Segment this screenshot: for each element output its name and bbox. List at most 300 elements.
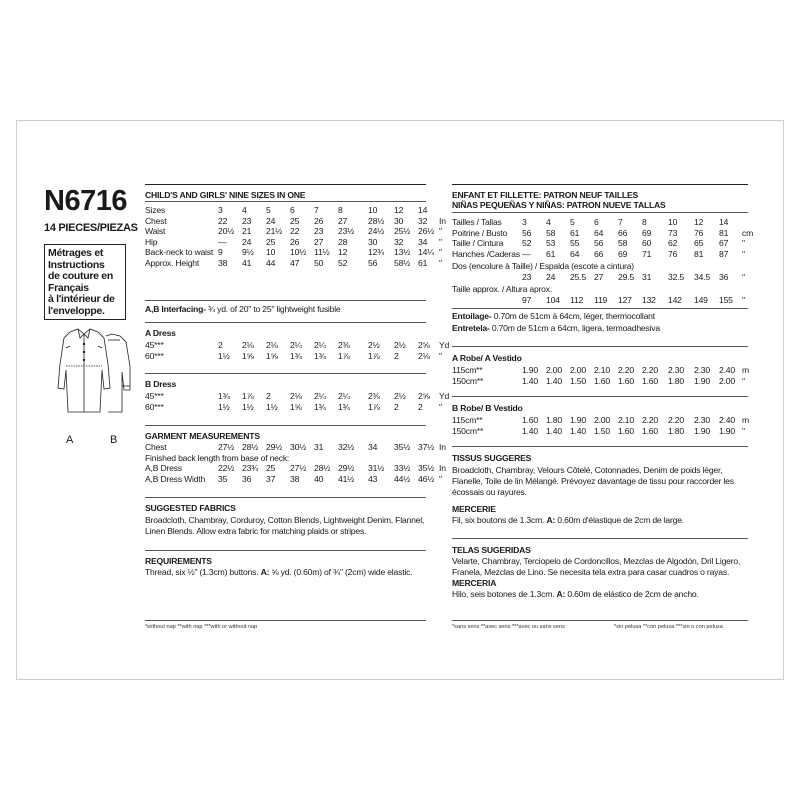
table-cell: 5 [266, 205, 271, 215]
table-cell: " [742, 238, 745, 249]
row-label: Waist [145, 226, 166, 237]
table-cell: 2.00 [546, 365, 562, 375]
table-cell: 22½ [218, 463, 235, 474]
table-cell: 25.5 [570, 272, 586, 282]
table-cell: 71 [642, 248, 652, 259]
tissus-text: Broadcloth, Chambray, Velours Côtelé, Cotonnades, Denim de poids léger, Flanelle, Toile de lin Mélangé. Prévoyez davantage de tissu pour raccorder les écossais ou rayures. [452, 465, 734, 497]
table-cell: 20½ [218, 226, 235, 237]
table-cell: 9½ [242, 247, 254, 258]
table-cell: 2¼ [290, 340, 302, 350]
interfacing-line [145, 304, 341, 315]
notice-line: à l'intérieur de [48, 293, 115, 305]
french-instructions-notice [44, 244, 126, 320]
table-cell: 27 [314, 236, 324, 247]
table-cell: 1⅞ [338, 350, 350, 361]
table-row [145, 340, 451, 351]
row-label: 45*** [145, 391, 164, 401]
table-cell: 1.40 [546, 425, 562, 436]
table-cell: 2¼ [314, 391, 326, 401]
row-label: 115cm** [452, 415, 483, 425]
table-row [145, 247, 451, 258]
table-cell: 14¼ [418, 247, 435, 258]
row-label: Chest [145, 442, 167, 452]
table-cell: 10½ [290, 247, 307, 258]
table-cell: m [742, 415, 749, 425]
table-cell: " [742, 375, 745, 386]
table-cell: 31½ [368, 463, 385, 474]
table-cell: cm [742, 227, 754, 238]
table-cell: 29.5 [618, 272, 634, 282]
table-cell: 25 [266, 236, 276, 247]
table-cell: 2 [218, 340, 223, 350]
table-cell: 4 [546, 217, 551, 227]
table-cell: 6 [290, 205, 295, 215]
table-cell: 23 [242, 215, 252, 226]
table-cell: 35 [218, 473, 228, 484]
table-cell: 12 [394, 205, 404, 215]
table-cell: 29½ [338, 463, 355, 474]
mercerie-part: 0.60m d'élastique de 2cm de large. [555, 515, 684, 525]
table-cell: 2⅛ [418, 350, 430, 361]
table-cell: 50 [314, 257, 324, 268]
section-rule [145, 425, 426, 426]
table-cell: 28½ [242, 442, 259, 452]
table-cell: 28½ [314, 463, 331, 474]
table-cell: 2.30 [694, 365, 710, 375]
table-cell: 1.60 [642, 375, 658, 386]
table-cell: 1.80 [668, 375, 684, 386]
row-label: A,B Dress [145, 463, 182, 474]
table-cell: 25½ [394, 226, 411, 237]
table-row [452, 238, 754, 249]
entretela-text: 0.70m de 51cm a 64cm, ligera, termoadhesiva [489, 323, 660, 333]
table-cell: 25 [290, 215, 300, 226]
table-row [145, 402, 451, 413]
table-cell: 31 [642, 272, 652, 282]
row-label: 60*** [145, 401, 164, 412]
row-label: Hanches /Caderas [452, 248, 520, 259]
table-cell: 2.00 [594, 415, 610, 425]
table-cell: 29½ [266, 442, 283, 452]
table-cell: 30½ [290, 442, 307, 452]
table-cell: 32 [418, 215, 428, 226]
requirements-text [145, 567, 445, 578]
table-cell: 23¾ [242, 463, 259, 474]
table-cell: 2.30 [694, 415, 710, 425]
table-cell: 26½ [418, 226, 435, 237]
back-length-row [452, 272, 754, 283]
table-cell: " [742, 272, 745, 282]
table-cell: 64 [570, 248, 580, 259]
table-row [145, 391, 451, 402]
section-rule [145, 184, 426, 185]
table-cell: 32½ [338, 442, 355, 452]
table-cell: m [742, 365, 749, 375]
table-cell: 27 [338, 215, 348, 226]
pattern-number: N6716 [44, 185, 127, 217]
table-cell: " [742, 295, 745, 305]
table-cell: 66 [618, 227, 628, 238]
table-cell: 2¼ [314, 340, 326, 350]
table-cell: 10 [266, 247, 276, 258]
table-cell [439, 205, 451, 216]
table-cell: In [439, 463, 446, 474]
merceria-title: MERCERIA [452, 578, 497, 588]
table-cell: 1.90 [719, 425, 735, 436]
merceria-part: 0.60m de elástico de 2cm de ancho. [565, 589, 699, 599]
table-cell: 33½ [394, 463, 411, 474]
table-cell: 81 [694, 248, 704, 259]
section-rule [145, 550, 426, 551]
tissus-title: TISSUS SUGGERES [452, 453, 532, 463]
table-cell: 1.90 [570, 415, 586, 425]
pieces-count: 14 PIECES/PIEZAS [44, 222, 138, 234]
table-cell: 22 [290, 226, 300, 237]
table-cell: 1.90 [694, 375, 710, 386]
table-cell: 64 [594, 227, 604, 238]
technical-drawing-views [50, 326, 134, 446]
table-cell: 2.10 [618, 415, 634, 425]
table-cell: 2⅝ [418, 391, 430, 401]
table-row [145, 453, 451, 464]
table-cell: 44½ [394, 473, 411, 484]
table-cell: 47 [290, 257, 300, 268]
table-cell: 38 [290, 473, 300, 484]
table-cell: " [439, 350, 442, 361]
table-cell: 1¾ [314, 350, 326, 361]
table-cell: In [439, 215, 446, 226]
table-cell: " [439, 236, 442, 247]
table-cell: 34 [368, 442, 378, 452]
height-label: Taille approx. / Altura aprox. [452, 284, 553, 294]
table-cell: 35½ [394, 442, 411, 452]
table-row [452, 365, 754, 376]
table-cell: 2 [266, 391, 271, 401]
table-cell: 2.20 [618, 365, 634, 375]
table-cell: 2⅝ [418, 340, 430, 350]
table-cell: 31 [314, 442, 324, 452]
table-cell: 1.40 [570, 425, 586, 436]
requirements-part: ⅝ yd. (0.60m) of ¾" (2cm) wide elastic. [269, 567, 413, 577]
section-rule [452, 346, 748, 347]
table-cell: 27 [594, 272, 604, 282]
table-cell: 1⅞ [368, 401, 380, 412]
table-cell: 46½ [418, 473, 435, 484]
merceria-text [452, 589, 752, 600]
table-row [452, 249, 754, 260]
table-cell: " [439, 473, 442, 484]
row-label: 45*** [145, 340, 164, 350]
table-row [145, 474, 451, 485]
table-cell: 2.40 [719, 365, 735, 375]
view-label-b: B [110, 434, 118, 446]
table-cell: 2½ [368, 340, 380, 350]
table-cell: 1.50 [594, 425, 610, 436]
b-robe-metrage [452, 415, 754, 436]
table-cell: 81 [719, 227, 729, 238]
table-cell: 30 [394, 215, 404, 226]
table-row [145, 226, 451, 237]
section-rule [452, 184, 748, 185]
garment-measurements-title: GARMENT MEASUREMENTS [145, 431, 260, 441]
table-cell: 1.90 [522, 365, 538, 375]
section-rule [145, 497, 426, 498]
table-cell: 2.20 [668, 415, 684, 425]
table-cell: 2⅛ [242, 340, 254, 350]
b-dress-title: B Dress [145, 379, 177, 389]
table-cell: 21½ [266, 226, 283, 237]
table-cell: 24 [266, 215, 276, 226]
section-rule [145, 300, 426, 301]
a-robe-title: A Robe/ A Vestido [452, 353, 522, 363]
suggested-fabrics-text: Broadcloth, Chambray, Corduroy, Cotton Blends, Lightweight Denim, Flannel, Linen Blends. Allow extra fabric for matching plaids or stripes. [145, 515, 425, 536]
table-cell: 58½ [394, 257, 411, 268]
row-label: Back-neck to waist [145, 247, 214, 258]
table-row [452, 272, 754, 283]
table-cell: 1.80 [546, 415, 562, 425]
table-cell: 12 [338, 247, 348, 258]
table-cell: 2⅛ [266, 340, 278, 350]
table-cell: 14 [719, 217, 729, 227]
merceria-part: Hilo, seis botones de 1.3cm. [452, 589, 557, 599]
table-cell: 28 [338, 236, 348, 247]
table-cell: 37½ [418, 442, 435, 452]
merceria-view-label: A: [556, 589, 566, 599]
b-dress-yardage [145, 391, 451, 412]
table-cell: 1.40 [522, 375, 538, 386]
table-cell: Yd [439, 391, 450, 401]
table-cell: 127 [618, 295, 632, 305]
table-cell: 56 [368, 257, 378, 268]
table-cell: 2 [394, 350, 399, 361]
table-cell: 155 [719, 295, 733, 305]
row-label: 60*** [145, 350, 164, 361]
table-cell: 28½ [368, 215, 385, 226]
section-rule [452, 212, 748, 213]
table-cell: 32.5 [668, 272, 684, 282]
table-cell: 21 [242, 226, 252, 237]
table-row [452, 228, 754, 239]
table-cell: 53 [546, 238, 556, 249]
height-row [452, 295, 754, 306]
table-row [145, 237, 451, 248]
spanish-footnote: *sin pelusa **con pelusa ***sin o con pelusa [614, 624, 723, 630]
table-cell: 1.60 [522, 415, 538, 425]
table-cell: 2.00 [570, 365, 586, 375]
table-cell: " [439, 257, 442, 268]
english-footnote: *without nap **with nap ***with or without nap [145, 624, 258, 630]
table-cell: 1¾ [338, 401, 350, 412]
table-cell: 1⅞ [368, 350, 380, 361]
table-row [452, 376, 754, 387]
table-cell: 2¼ [338, 391, 350, 401]
table-cell: 1.40 [522, 425, 538, 436]
entretela-label: Entretela- [452, 323, 490, 333]
interfacing-label: A,B Interfacing- [145, 304, 206, 314]
mercerie-title: MERCERIE [452, 504, 496, 514]
row-label: 150cm** [452, 375, 484, 386]
table-cell: 1.80 [668, 425, 684, 436]
table-cell: 2.00 [719, 375, 735, 386]
mercerie-text [452, 515, 752, 526]
row-label: 115cm** [452, 365, 483, 375]
table-cell: 23½ [338, 226, 355, 237]
table-cell: 23 [314, 226, 324, 237]
back-length-label: Dos (encolure à Taille) / Espalda (escote a cintura) [452, 261, 634, 271]
entretela-line [452, 323, 660, 334]
table-cell: 2⅜ [368, 391, 380, 401]
table-cell: 2⅜ [338, 340, 350, 350]
row-label: Finished back length from base of neck: [145, 452, 290, 463]
table-cell: 4 [242, 205, 247, 215]
table-cell: 2½ [394, 391, 406, 401]
a-robe-metrage [452, 365, 754, 386]
table-cell: 67 [719, 238, 729, 249]
row-label: Chest [145, 215, 167, 226]
section-rule [452, 538, 748, 539]
table-cell: 10 [368, 205, 378, 215]
table-cell: 23 [522, 272, 532, 282]
interfacing-text: ¾ yd. of 20" to 25" lightweight fusible [205, 304, 341, 314]
table-cell: 8 [642, 217, 647, 227]
garment-measurements-table [145, 442, 451, 484]
table-cell: 24½ [368, 226, 385, 237]
section-rule [145, 201, 426, 202]
table-cell: 69 [618, 248, 628, 259]
table-row [145, 216, 451, 227]
telas-title: TELAS SUGERIDAS [452, 545, 531, 555]
table-cell: 1½ [242, 401, 254, 412]
footnote-rule [145, 620, 426, 621]
table-cell: 8 [338, 205, 343, 215]
table-cell: 112 [570, 295, 584, 305]
a-dress-yardage [145, 340, 451, 361]
table-cell: 1⅝ [266, 350, 278, 361]
table-cell: — [218, 236, 227, 247]
suggested-fabrics-title: SUGGESTED FABRICS [145, 503, 236, 513]
section-rule [452, 308, 748, 309]
table-cell: 2.20 [642, 365, 658, 375]
table-cell: 6 [594, 217, 599, 227]
table-row [145, 258, 451, 269]
row-label: Sizes [145, 205, 166, 215]
table-cell: 1.90 [694, 425, 710, 436]
table-cell: 36 [719, 272, 729, 282]
table-cell: 26 [314, 215, 324, 226]
table-cell: 2.30 [668, 365, 684, 375]
table-cell: 1⅝ [290, 401, 302, 412]
table-row [145, 463, 451, 474]
table-cell: 26 [290, 236, 300, 247]
table-cell: 2⅛ [290, 391, 302, 401]
table-cell: 58 [618, 238, 628, 249]
section-rule [145, 322, 426, 323]
table-cell: 10 [668, 217, 678, 227]
table-cell: 58 [546, 227, 556, 238]
spanish-title: NIÑAS PEQUEÑAS Y NIÑAS: PATRON NUEVE TALLAS [452, 200, 666, 210]
table-cell: 2.40 [719, 415, 735, 425]
table-cell: " [742, 425, 745, 436]
table-cell: 40 [314, 473, 324, 484]
table-cell: 7 [314, 205, 319, 215]
table-cell: 7 [618, 217, 623, 227]
notice-line: l'enveloppe. [48, 304, 105, 317]
table-cell: 1½ [218, 401, 230, 412]
table-cell: 61 [418, 257, 428, 268]
table-cell: Yd [439, 340, 450, 350]
a-dress-title: A Dress [145, 328, 176, 338]
table-cell: 119 [594, 295, 608, 305]
section-rule [452, 396, 748, 397]
row-label: A,B Dress Width [145, 473, 206, 484]
table-cell: 56 [522, 227, 532, 238]
french-size-chart [452, 217, 754, 259]
table-cell: 87 [719, 248, 729, 259]
table-cell: 62 [668, 238, 678, 249]
table-cell: 1¾ [218, 391, 230, 401]
table-row [452, 426, 754, 437]
section-rule [452, 446, 748, 447]
telas-text: Velarte, Chambray, Terciopelo de Cordoncillos, Mezclas de Algodón, Dril Ligero, Franela, Mezclas de Lino. Se necesita tela extra para casar cuadros o rayas. [452, 556, 741, 577]
table-cell: 5 [570, 217, 575, 227]
table-cell: 61 [570, 227, 580, 238]
table-cell: " [742, 248, 745, 259]
table-cell: 1.60 [618, 425, 634, 436]
table-cell: 97 [522, 295, 532, 305]
b-robe-title: B Robe/ B Vestido [452, 403, 523, 413]
french-title: ENFANT ET FILLETTE: PATRON NEUF TAILLES [452, 190, 639, 200]
table-row [452, 415, 754, 426]
mercerie-part: Fil, six boutons de 1.3cm. [452, 515, 547, 525]
row-label: Poitrine / Busto [452, 227, 508, 238]
table-row [452, 217, 754, 228]
table-cell: 142 [668, 295, 682, 305]
table-cell: 35½ [418, 463, 435, 474]
table-cell: 37 [266, 473, 276, 484]
entoilage-text: 0.70m de 51cm à 64cm, léger, thermocollant [491, 311, 655, 321]
table-cell: 36 [242, 473, 252, 484]
mercerie-view-label: A: [546, 515, 556, 525]
entoilage-line [452, 311, 655, 322]
table-cell: 61 [546, 248, 556, 259]
table-cell: 12 [694, 217, 704, 227]
table-cell: 73 [668, 227, 678, 238]
table-cell: 3 [522, 217, 527, 227]
requirements-part: Thread, six ½" (1.3cm) buttons. [145, 567, 261, 577]
table-cell: 65 [694, 238, 704, 249]
table-cell: 1¾ [290, 350, 302, 361]
table-cell: 149 [694, 295, 708, 305]
notice-line: Français [48, 281, 89, 294]
table-cell: 104 [546, 295, 560, 305]
table-cell: 27½ [290, 463, 307, 474]
table-row [145, 442, 451, 453]
english-size-chart [145, 205, 451, 269]
table-cell: — [522, 248, 531, 259]
table-cell: 13½ [394, 247, 411, 258]
table-cell: " [439, 401, 442, 412]
spacer-cell [452, 295, 522, 306]
table-cell: 1⅝ [242, 350, 254, 361]
table-cell: 34 [418, 236, 428, 247]
table-cell: 22 [218, 215, 228, 226]
table-cell: 66 [594, 248, 604, 259]
table-cell: 76 [668, 248, 678, 259]
table-cell: " [439, 226, 442, 237]
table-cell: 41½ [338, 473, 355, 484]
table-cell: 1⅞ [242, 391, 254, 401]
french-footnote: *sans sens **avec sens ***avec ou sans sens [452, 624, 565, 630]
